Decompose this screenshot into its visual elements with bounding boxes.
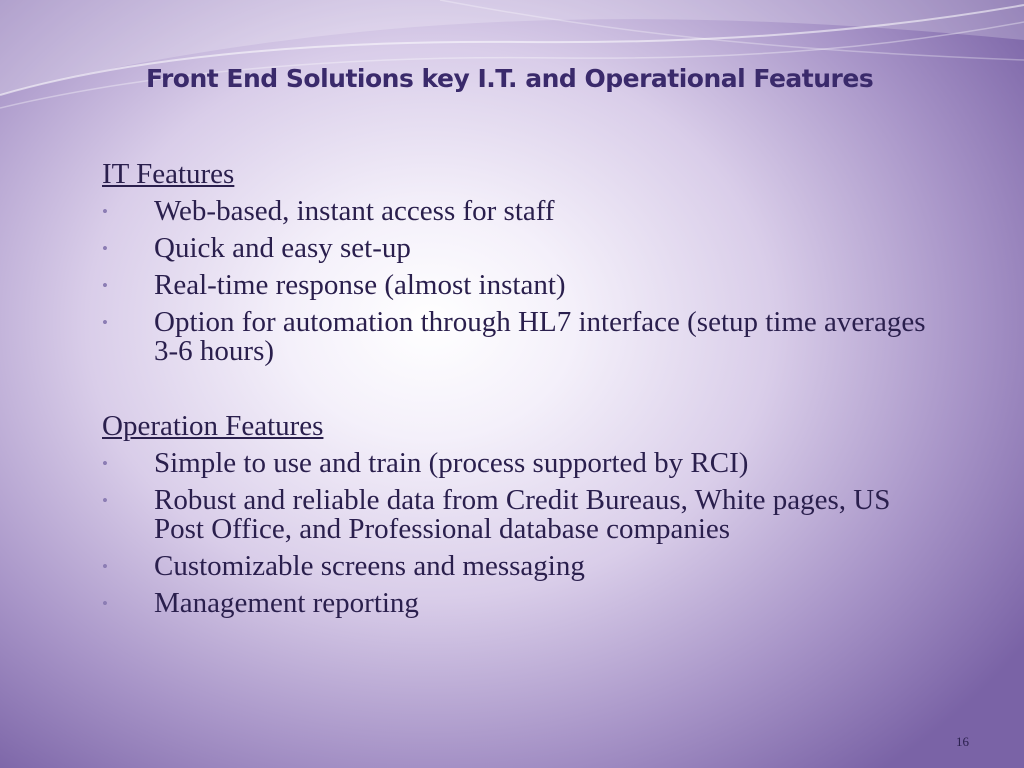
list-item <box>102 482 942 548</box>
bullet-icon: • <box>102 454 108 473</box>
list-item-text: Management reporting <box>154 587 419 619</box>
list-item-text: Robust and reliable data from Credit Bureaus, White pages, US Post Office, and Professional database companies <box>154 484 891 545</box>
bullet-icon: • <box>102 202 108 221</box>
list-item-text: Simple to use and train (process supported by RCI) <box>154 447 749 479</box>
list-item-text: Option for automation through HL7 interface (setup time averages 3-6 hours) <box>154 306 926 367</box>
list-item-text: Quick and easy set-up <box>154 232 411 264</box>
list-item <box>102 585 942 622</box>
list-item <box>102 230 942 267</box>
list-item-text: Customizable screens and messaging <box>154 550 585 582</box>
bullet-icon: • <box>102 313 108 332</box>
bullet-icon: • <box>102 239 108 258</box>
slide-body <box>102 156 942 622</box>
operation-features-list <box>102 445 942 622</box>
list-item <box>102 193 942 230</box>
list-item <box>102 267 942 304</box>
list-item-text: Real-time response (almost instant) <box>154 269 566 301</box>
section-heading-operation-features: Operation Features <box>102 410 324 442</box>
bullet-icon: • <box>102 276 108 295</box>
list-item <box>102 548 942 585</box>
list-item <box>102 445 942 482</box>
bullet-icon: • <box>102 594 108 613</box>
page-number: 16 <box>956 734 969 749</box>
it-features-list <box>102 193 942 370</box>
bullet-icon: • <box>102 557 108 576</box>
list-item-text: Web-based, instant access for staff <box>154 195 555 227</box>
bullet-icon: • <box>102 491 108 510</box>
section-heading-it-features: IT Features <box>102 158 235 190</box>
list-item <box>102 304 942 370</box>
slide-title: Front End Solutions key I.T. and Operational Features <box>146 64 874 93</box>
